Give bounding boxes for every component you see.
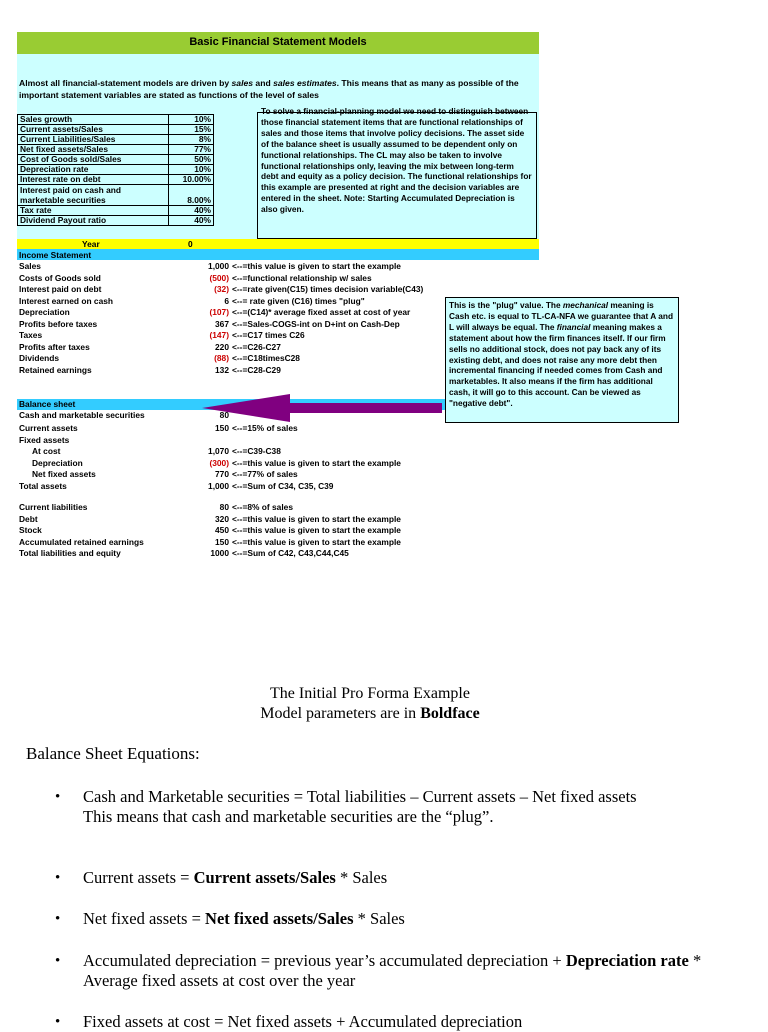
param-value[interactable]: 10% <box>169 165 214 175</box>
document-title <box>0 684 740 724</box>
income-row: Sales 1,000 <--=this value is given to start the example <box>19 261 401 271</box>
param-value[interactable]: 40% <box>169 216 214 226</box>
table-row <box>18 206 214 216</box>
income-statement-label: Income Statement <box>19 250 92 260</box>
arrow-icon <box>200 394 445 424</box>
param-label: Cost of Goods sold/Sales <box>18 155 169 165</box>
year-value: 0 <box>188 239 193 249</box>
param-label: Tax rate <box>18 206 169 216</box>
income-row: Profits before taxes 367 <--=Sales-COGS-int on D+int on Cash-Dep <box>19 318 400 329</box>
table-row <box>18 115 214 125</box>
income-row: Profits after taxes 220 <--=C26-C27 <box>19 341 281 352</box>
param-label: Depreciation rate <box>18 165 169 175</box>
liability-row: Stock 450 <--=this value is given to start the example <box>19 525 401 535</box>
balance-sheet-label: Balance sheet <box>19 399 76 409</box>
table-row <box>18 135 214 145</box>
income-row: Taxes (147) <--=C17 times C26 <box>19 330 305 340</box>
liability-row: Accumulated retained earnings 150 <--=this value is given to start the example <box>19 536 401 547</box>
balance-row: Fixed assets <box>19 434 70 445</box>
income-row: Dividends (88) <--=C18timesC28 <box>19 353 300 363</box>
bullet-icon: • <box>55 1014 61 1030</box>
income-row: Costs of Goods sold (500) <--=functional relationship w/ sales <box>19 272 372 283</box>
table-row <box>18 175 214 185</box>
table-row <box>18 125 214 135</box>
balance-row: At cost 1,070 <--=C39-C38 <box>32 446 281 456</box>
parameter-table <box>17 114 214 226</box>
income-row: Interest paid on debt (32) <--=rate given(C15) times decision variable(C43) <box>19 284 424 294</box>
balance-row: Net fixed assets 770 <--=77% of sales <box>32 469 298 479</box>
balance-row: Depreciation (300) <--=this value is given to start the example <box>32 457 401 468</box>
param-value[interactable]: 77% <box>169 145 214 155</box>
param-label: Interest rate on debt <box>18 175 169 185</box>
param-label: Current Liabilities/Sales <box>18 135 169 145</box>
income-row: Retained earnings 132 <--=C28-C29 <box>19 364 281 375</box>
liability-row: Total liabilities and equity 1000 <--=Sum of C42, C43,C44,C45 <box>19 548 349 558</box>
model-note-text: To solve a financial-planning model we need to distinguish between those financial statement items that are functional relationships of sales and those items that involve policy decisions. The asset side of the balance sheet is usually assumed to be dependent only on functional relationships. The CL may also be taken to involve functional relationships only, leaving the mix between long-term debt and equity as a policy decision. The functional relationships for this example are presented at right and the decision variables are entered in the sheet. Note: Starting Accumulated Depreciation is also given. <box>261 106 532 215</box>
param-value[interactable]: 40% <box>169 206 214 216</box>
param-label: Dividend Payout ratio <box>18 216 169 226</box>
bullet-icon: • <box>55 870 61 886</box>
sheet-title: Basic Financial Statement Models <box>189 36 367 48</box>
balance-row: Total assets 1,000 <--=Sum of C34, C35, C39 <box>19 480 334 491</box>
param-label: Current assets/Sales <box>18 125 169 135</box>
balance-row: Cash and marketable securities 80 <box>19 410 229 420</box>
year-label: Year <box>82 239 100 249</box>
income-row: Depreciation (107) <--=(C14)* average fixed asset at cost of year <box>19 307 411 317</box>
param-label: Interest paid on cash and marketable securities <box>18 185 169 206</box>
param-value[interactable]: 10.00% <box>169 175 214 185</box>
balance-row: Current assets 150 <--=15% of sales <box>19 423 298 433</box>
document-title-line2: Model parameters are in Boldface <box>260 705 480 722</box>
bullet-icon: • <box>55 789 61 805</box>
plug-note-box: This is the "plug" value. The mechanical meaning is Cash etc. is equal to TL-CA-NFA we guarantee that A and L will always be equal. The financial meaning makes a statement about how the firm finances itself. If our firm sells no additional stock, does not pay back any of its existing debt, and does not raise any more debt then incremental financing if needed comes from Cash and marketables. It also means if the firm has additional cash, it will go to this account. Can be viewed as "negative debt". <box>445 297 679 423</box>
bullet-icon: • <box>55 953 61 969</box>
param-value[interactable]: 10% <box>169 115 214 125</box>
document-title-line1: The Initial Pro Forma Example <box>270 685 470 702</box>
intro-text: Almost all financial-statement models are driven by sales and sales estimates. This means that as many as possible of the important statement variables are stated as functions of the level of sales <box>19 78 519 100</box>
param-value[interactable]: 15% <box>169 125 214 135</box>
param-value[interactable]: 50% <box>169 155 214 165</box>
income-statement-bar <box>17 249 539 260</box>
income-row: Interest earned on cash 6 <--= rate given (C16) times "plug" <box>19 295 365 306</box>
param-value[interactable]: 8% <box>169 135 214 145</box>
equations-heading: Balance Sheet Equations: <box>26 744 200 763</box>
model-note-box <box>257 106 537 239</box>
table-row <box>18 165 214 175</box>
table-row <box>18 145 214 155</box>
bullet-icon: • <box>55 911 61 927</box>
param-value[interactable]: 8.00% <box>169 185 214 206</box>
liability-row: Debt 320 <--=this value is given to start the example <box>19 513 401 524</box>
liability-row: Current liabilities 80 <--=8% of sales <box>19 502 293 512</box>
param-label: Net fixed assets/Sales <box>18 145 169 155</box>
table-row <box>18 185 214 206</box>
table-row <box>18 155 214 165</box>
param-label: Sales growth <box>18 115 169 125</box>
table-row <box>18 216 214 226</box>
